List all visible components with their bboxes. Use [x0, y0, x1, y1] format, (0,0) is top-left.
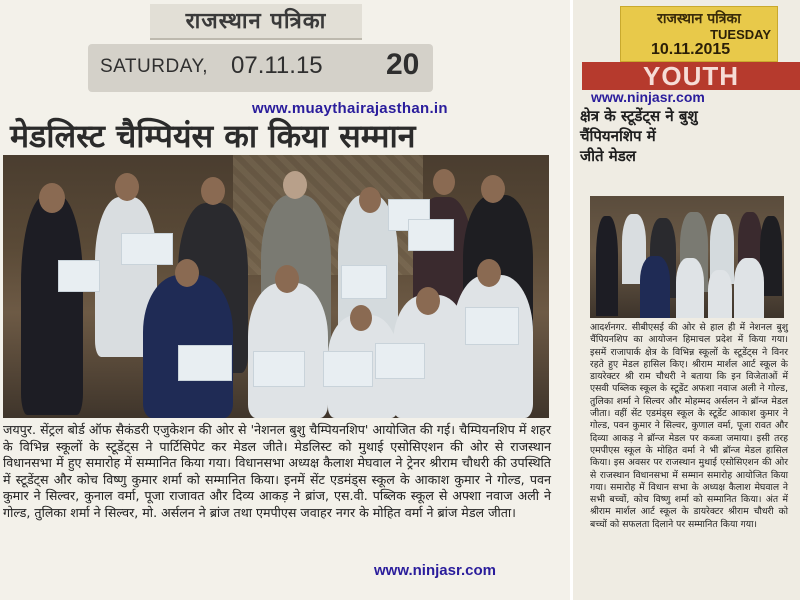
group-photo — [3, 155, 549, 418]
certificate — [323, 351, 373, 387]
photo-person — [640, 256, 670, 318]
certificate — [253, 351, 305, 387]
right-headline-line-2: चैंपियनशिप में — [580, 127, 656, 145]
photo-person-head — [477, 259, 501, 287]
photo-person — [21, 195, 83, 415]
certificate — [375, 343, 425, 379]
certificate — [465, 307, 519, 345]
photo-person-head — [433, 169, 455, 195]
photo-person-head — [350, 305, 372, 331]
photo-person — [708, 270, 732, 318]
certificate — [58, 260, 100, 292]
certificate — [121, 233, 173, 265]
article-body: जयपुर. सेंट्रल बोर्ड ऑफ सैकंडरी एजुकेशन की ओर से 'नेशनल बुशु चैम्पियनशिप' आयोजित की गई। चैम्पियनशिप में शहर के विभिन्न स्कूलों के स्टूडेंट्स ने पार्टिसिपेट कर मेडल जीते। मेडलिस्ट को मुथाई एसोसिएशन की ओर से राजस्थान विधानसभा में हुए समारोह में सम्मानित किया गया। विधानसभा अध्यक्ष कैलाश मेघवाल ने ट्रेनर श्रीराम चौधरी की उपस्थिति में स्टूडेंट्स और कोच विष्णु कुमार शर्मा को सम्मानित किया। इनमें सेंट एडमंड्स स्कूल के आकाश कुमार ने गोल्ड, पवन कुमार ने सिल्वर, कुनाल वर्मा, पूजा राजावत और दिव्य आकड़ ने ब्रांज, एस.वी. पब्लिक स्कूल से अफ्शा नवाज अली ने गोल्ड, तुलिका शर्मा ने सिल्वर, मो. अर्सलन ने ब्रांज तथा एमपीएस जवाहर नगर के मोहित वर्मा ने ब्रांज मेडल जीता। — [3, 422, 551, 520]
dateline-page-number: 20 — [386, 48, 420, 81]
right-article-headline — [580, 106, 790, 166]
right-masthead — [620, 6, 778, 62]
right-watermark-url: www.ninjasr.com — [591, 89, 705, 105]
photo-person — [676, 258, 704, 318]
photo-person-head — [201, 177, 225, 205]
article-headline: मेडलिस्ट चैम्पियंस का किया सम्मान — [10, 117, 416, 155]
photo-person-head — [39, 183, 65, 213]
photo-person-head — [416, 287, 440, 315]
dateline-day: SATURDAY, — [100, 56, 208, 77]
watermark-url: www.muaythairajasthan.in — [252, 100, 448, 117]
certificate — [341, 265, 387, 299]
dateline-strip — [88, 44, 433, 92]
photo-person — [734, 258, 764, 318]
photo-person-head — [275, 265, 299, 293]
photo-person — [596, 216, 618, 316]
right-group-photo — [590, 196, 784, 318]
right-article-body: आदर्शनगर. सीबीएसई की ओर से हाल ही में नेशनल बुशु चैंपियनशिप का आयोजन हिमाचल प्रदेश में किया गया। इसमें राजापार्क क्षेत्र के विभिन्न स्कूलों के स्टूडेंट्स ने विनर रहते हुए मेडल हासिल किए। श्रीराम मार्शल आर्ट स्कूल के डायरेक्टर श्री राम चौधरी ने बताया कि इन विजेताओं में एसवी पब्लिक स्कूल के स्टूडेंट अफशा नवाज अली ने गोल्ड, तुलिका शर्मा ने सिल्वर और मोहम्मद अर्सलन ने ब्रॉन्ज मेडल जीता। वहीं सेंट एडमंड्स स्कूल के स्टूडेंट आकाश कुमार ने गोल्ड, पवन कुमार ने सिल्वर, कुणाल वर्मा, पूजा रावत और दिव्या आकड़ ने ब्रॉन्ज मेडल पर कब्जा जमाया। इसी तरह एमपीएस स्कूल के मोहित वर्मा ने भी ब्रॉन्ज मेडल हासिल किया। इस अवसर पर राजस्थान मुथाई एसोसिएशन की ओर से राजस्थान विधानसभा में सम्मान समारोह आयोजित किया गया। समारोह में विधान सभा के अध्यक्ष कैलाश मेघवाल ने सभी बच्चों, कोच विष्णु शर्मा को सम्मानित किया। अंत में श्रीराम मार्शल आर्ट स्कूल के डायरेक्टर श्रीराम चौधरी को बच्चों को सफलता दिलाने पर सम्मानित किया गया। — [590, 322, 788, 530]
photo-person-head — [115, 173, 139, 201]
photo-person-head — [359, 187, 381, 213]
right-headline-line-1: क्षेत्र के स्टूडेंट्स ने बुशु — [580, 107, 698, 125]
right-masthead-date: 10.11.2015 — [651, 41, 731, 58]
right-masthead-title: राजस्थान पत्रिका — [657, 11, 741, 27]
right-headline-line-3: जीते मेडल — [580, 147, 636, 165]
certificate — [408, 219, 454, 251]
dateline-date: 07.11.15 — [231, 52, 323, 79]
photo-person-head — [481, 175, 505, 203]
certificate — [178, 345, 232, 381]
photo-person-head — [283, 171, 307, 199]
right-masthead-day: TUESDAY — [710, 27, 771, 42]
section-banner-youth: YOUTH — [582, 62, 800, 90]
photo-person-head — [175, 259, 199, 287]
photo-person — [453, 275, 533, 418]
newspaper-masthead: राजस्थान पत्रिका — [150, 4, 362, 40]
footer-watermark-url: www.ninjasr.com — [374, 562, 496, 579]
